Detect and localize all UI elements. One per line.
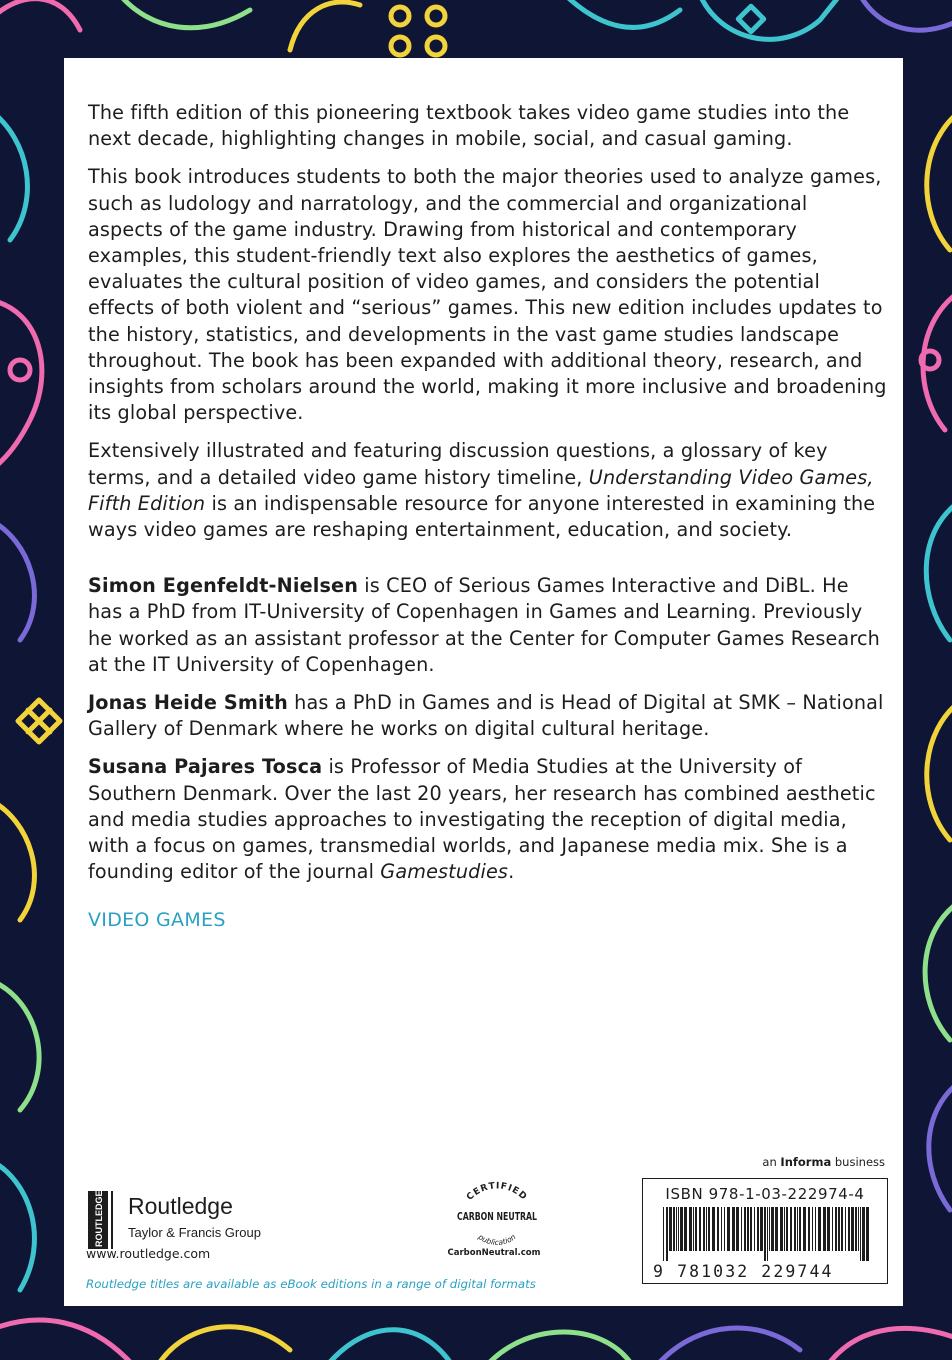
carbon-neutral-url: CarbonNeutral.com [447, 1248, 541, 1258]
publisher-name: Routledge [128, 1193, 233, 1219]
svg-text:publication: publication [476, 1232, 518, 1247]
svg-text:ROUTLEDGE: ROUTLEDGE [94, 1191, 104, 1247]
journal-title: Gamestudies [380, 860, 509, 884]
back-cover-panel [64, 58, 903, 1306]
svg-text:CARBON NEUTRAL: CARBON NEUTRAL [457, 1210, 537, 1223]
barcode-digits: 9 781032 229744 [653, 1262, 834, 1281]
isbn-barcode-box [642, 1178, 888, 1284]
barcode [661, 1207, 871, 1263]
informa-business-line: an Informa business [762, 1155, 885, 1169]
blurb [88, 100, 888, 934]
routledge-logo-icon [86, 1191, 126, 1251]
description-paragraph-3: Extensively illustrated and featuring discussion questions, a glossary of key terms, and a detailed video game history timeline, Understanding Video Games, Fifth Edition is an indispensable resource for anyone interested in examining the ways video games are reshaping entertainment, education, and society. [88, 439, 876, 542]
publisher-group: Taylor & Francis Group [128, 1225, 261, 1240]
publisher-url: www.routledge.com [86, 1246, 211, 1261]
author-bio-2: Jonas Heide Smith has a PhD in Games and is Head of Digital at SMK – National Gallery of Denmark where he works on digital cultural heritage. [88, 691, 884, 741]
author-bio-3: Susana Pajares Tosca is Professor of Media Studies at the University of Southern Denmark. Over the last 20 years, her research has combined aesthetic and media studies approaches to investigating the reception of digital media, with a focus on games, transmedial worlds, and Japanese media mix. She is a founding editor of the journal Gamestudies. [88, 755, 876, 884]
author-name: Susana Pajares Tosca [88, 755, 323, 779]
author-name: Simon Egenfeldt-Nielsen [88, 574, 359, 598]
ebook-availability-note: Routledge titles are available as eBook editions in a range of digital formats [86, 1277, 536, 1291]
description-paragraph-2: This book introduces students to both the major theories used to analyze games, such as ludology and narratology, and the commercial and organizational aspects of the game industry. Drawing from historical and contemporary examples, this student-friendly text also explores the aesthetics of games, evaluates the cultural position of video games, and considers the potential effects of both violent and “serious” games. This new edition includes updates to the history, statistics, and developments in the vast game studies landscape throughout. The book has been expanded with additional theory, research, and insights from scholars around the world, making it more inclusive and broadening its global perspective. [88, 165, 887, 425]
isbn-label: ISBN 978-1-03-222974-4 [665, 1185, 865, 1203]
routledge-logo [86, 1191, 306, 1251]
description-paragraph-1: The fifth edition of this pioneering textbook takes video game studies into the next decade, highlighting changes in mobile, social, and casual gaming. [88, 101, 850, 151]
author-bio-1: Simon Egenfeldt-Nielsen is CEO of Serious Games Interactive and DiBL. He has a PhD from IT-University of Copenhagen in Games and Learning. Previously he worked as an assistant professor at the Center for Computer Games Research at the IT University of Copenhagen. [88, 574, 880, 676]
book-title: Understanding Video Games, Fifth Edition [88, 465, 874, 515]
svg-text:CERTIFIED: CERTIFIED [465, 1181, 529, 1203]
author-name: Jonas Heide Smith [88, 691, 288, 715]
subject-category: VIDEO GAMES [88, 909, 226, 932]
